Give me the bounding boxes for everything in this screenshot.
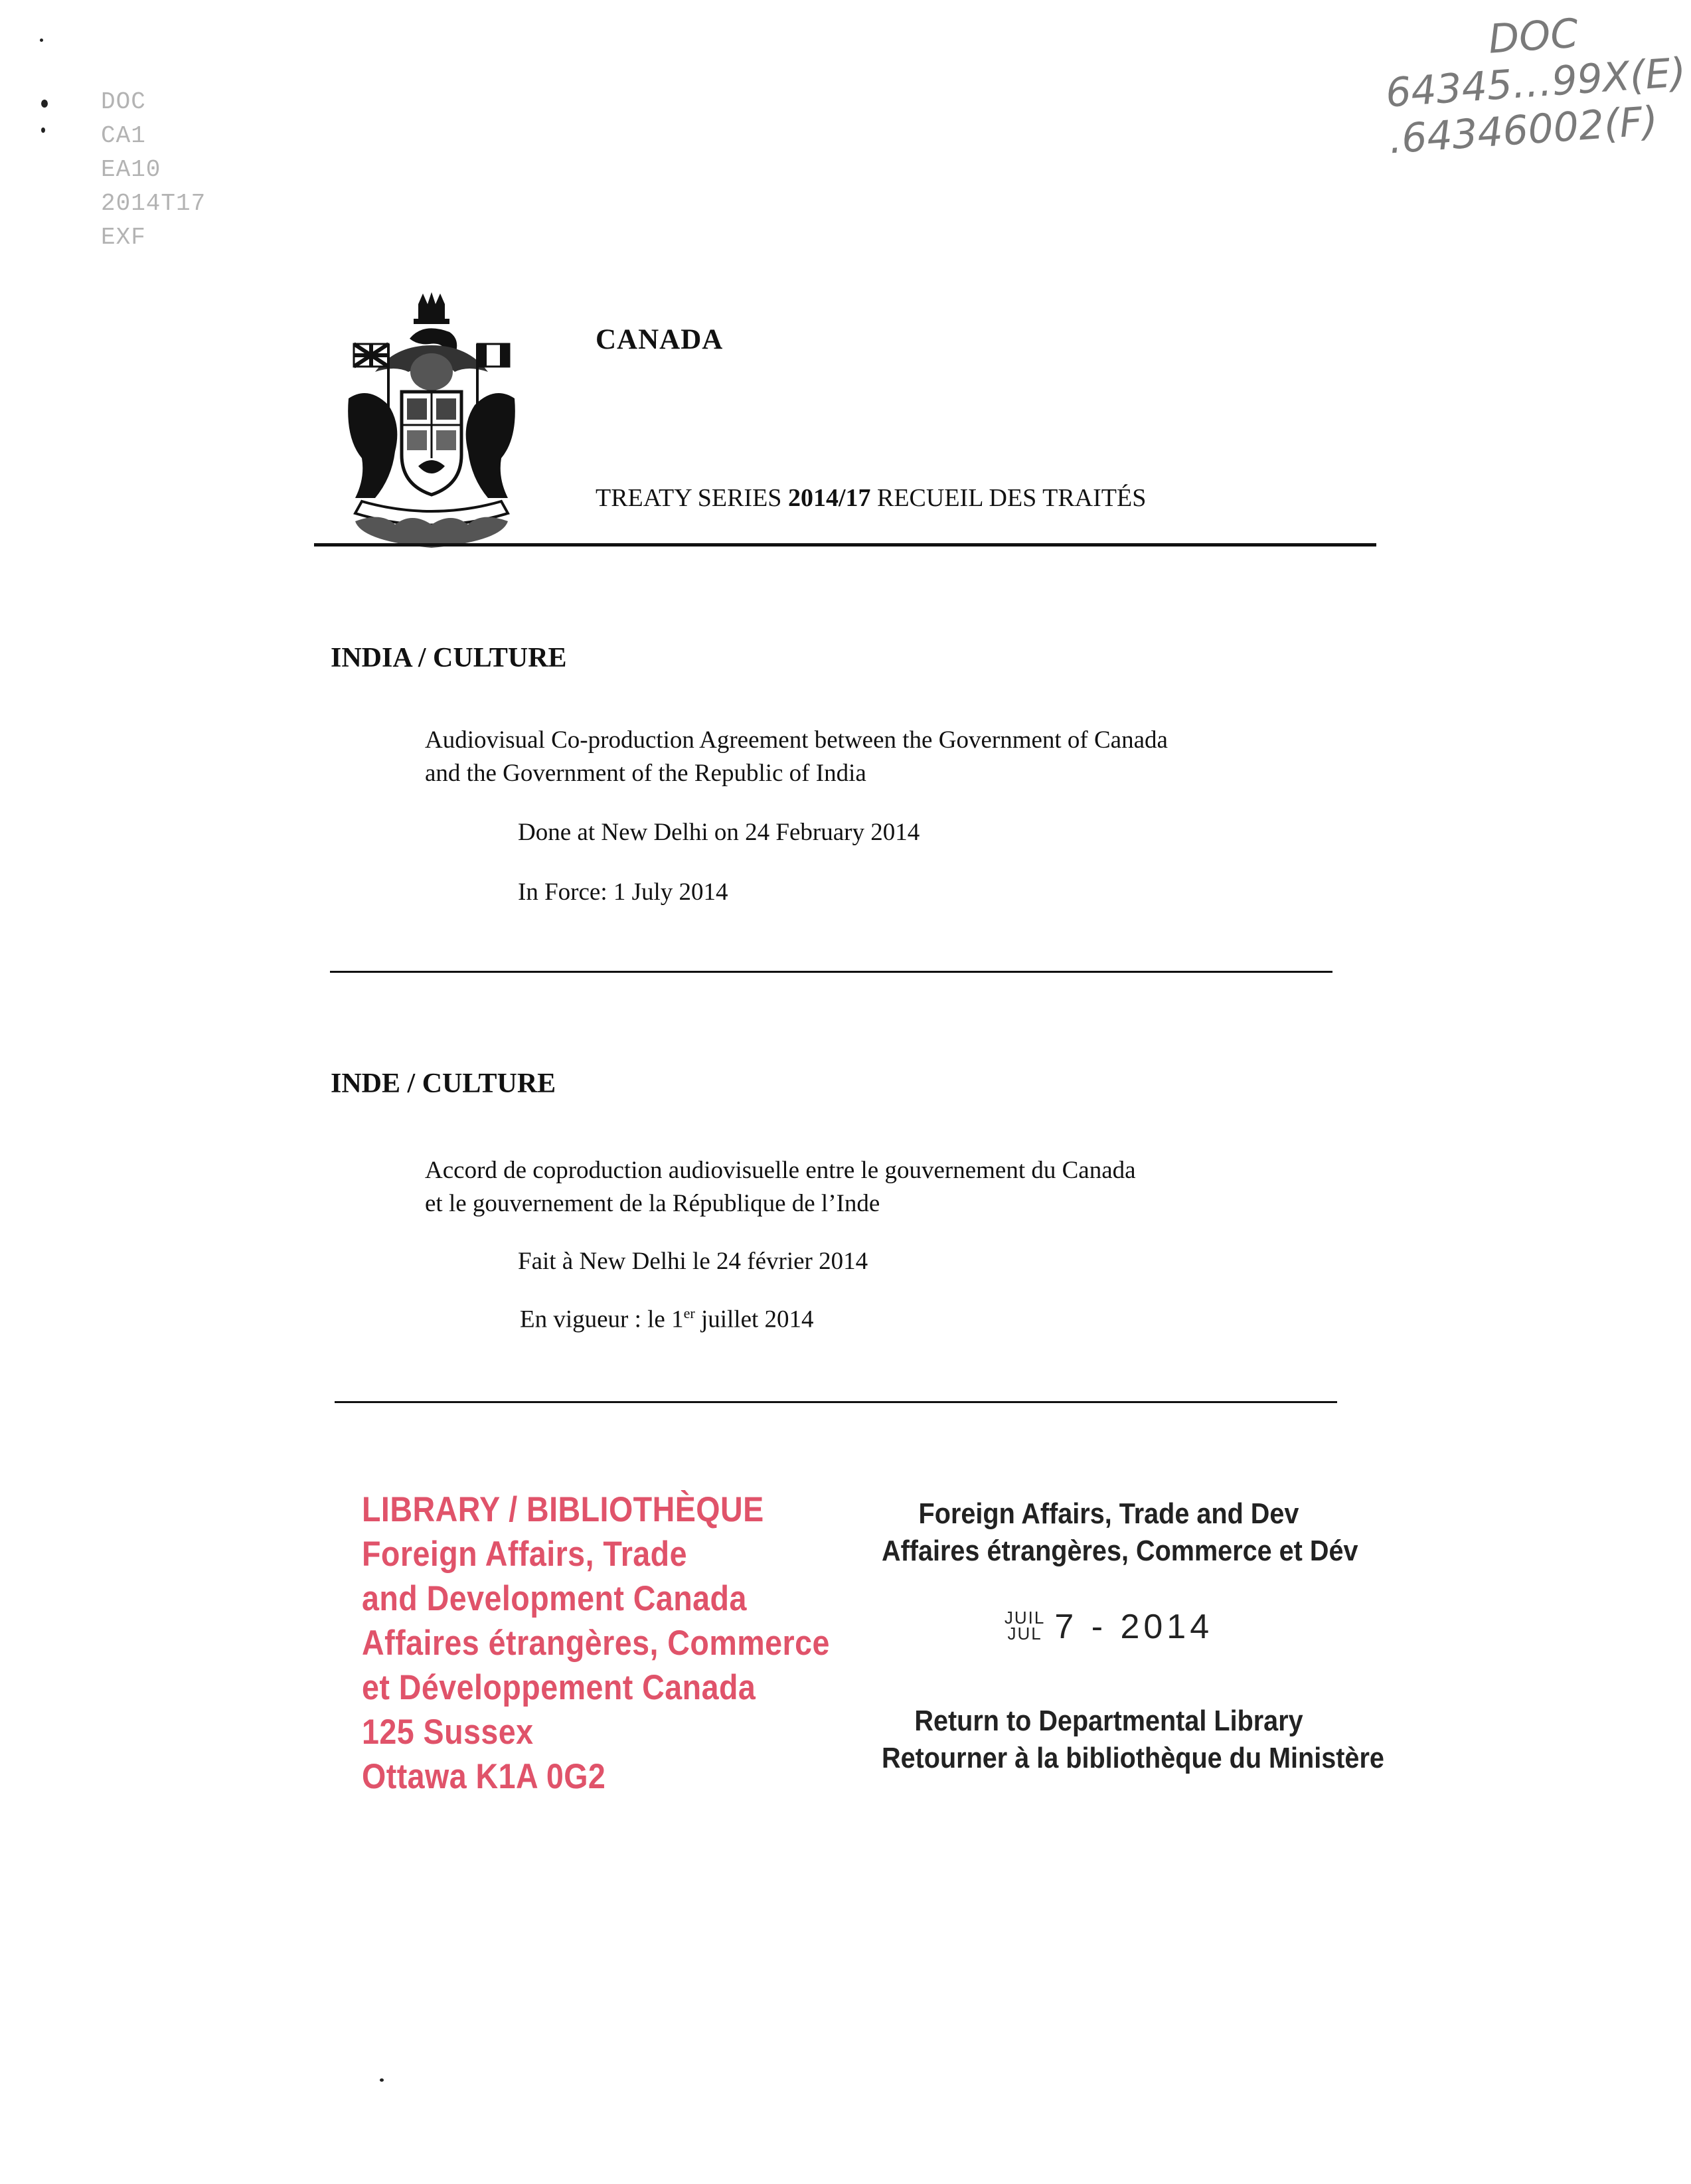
library-stamp-line: and Development Canada	[362, 1579, 747, 1618]
scan-speck	[40, 39, 43, 42]
english-desc-line: and the Government of the Republic of India	[425, 760, 866, 787]
in-force-superscript: er	[683, 1305, 695, 1321]
series-number: 2014/17	[787, 484, 871, 512]
stamp-months	[1005, 1610, 1045, 1645]
library-stamp-line: 125 Sussex	[362, 1713, 534, 1752]
library-stamp-line: Foreign Affairs, Trade	[362, 1535, 687, 1574]
header-rule	[314, 543, 1376, 546]
english-section-rule	[330, 971, 1332, 973]
series-label-fr: RECUEIL DES TRAITÉS	[877, 484, 1147, 512]
scan-speck	[380, 2078, 384, 2082]
library-stamp-line: Affaires étrangères, Commerce	[362, 1624, 830, 1663]
scan-speck	[41, 100, 48, 108]
call-number-line: DOC	[101, 88, 146, 116]
english-description	[425, 724, 1168, 790]
french-desc-line: Accord de coproduction audiovisuelle entre le gouvernement du Canada	[425, 1157, 1136, 1184]
call-number-stamp	[101, 85, 206, 254]
english-section-title: INDIA / CULTURE	[331, 643, 567, 673]
coat-of-arms-icon	[335, 292, 528, 551]
stamp-month-en: JUL	[1007, 1624, 1042, 1643]
in-force-prefix: En vigueur : le 1	[520, 1305, 684, 1333]
handwritten-line: .64346002(F)	[1387, 98, 1660, 163]
library-stamp	[362, 1487, 830, 1799]
french-description	[425, 1154, 1136, 1220]
stamp-month-fr: JUIL	[1004, 1608, 1046, 1628]
library-stamp-line: Ottawa K1A 0G2	[362, 1757, 606, 1796]
department-stamp-return: Return to Departmental Library	[914, 1705, 1303, 1737]
scan-speck	[41, 127, 45, 133]
handwritten-note	[1381, 3, 1691, 163]
department-stamp-return: Retourner à la bibliothèque du Ministère	[882, 1742, 1384, 1774]
french-section-title: INDE / CULTURE	[331, 1068, 556, 1099]
country-heading: CANADA	[596, 324, 724, 355]
department-stamp-line: Affaires étrangères, Commerce et Dév	[882, 1535, 1358, 1567]
french-in-force	[520, 1305, 814, 1333]
french-done-at: Fait à New Delhi le 24 février 2014	[518, 1248, 868, 1275]
call-number-line: 2014T17	[101, 190, 206, 217]
department-stamp-line: Foreign Affairs, Trade and Dev	[918, 1497, 1299, 1530]
english-desc-line: Audiovisual Co-production Agreement between the Government of Canada	[425, 726, 1168, 754]
library-stamp-line: LIBRARY / BIBLIOTHÈQUE	[362, 1490, 764, 1529]
call-number-line: EXF	[101, 224, 146, 251]
department-stamp-date	[856, 1608, 1361, 1645]
handwritten-line: DOC	[1487, 10, 1580, 63]
department-stamp	[856, 1495, 1384, 1777]
library-stamp-line: et Développement Canada	[362, 1668, 756, 1707]
english-in-force: In Force: 1 July 2014	[518, 879, 728, 906]
series-label-en: TREATY SERIES	[596, 484, 782, 512]
english-done-at: Done at New Delhi on 24 February 2014	[518, 819, 920, 846]
in-force-suffix: juillet 2014	[694, 1305, 814, 1333]
call-number-line: EA10	[101, 156, 161, 183]
french-section-rule	[335, 1401, 1337, 1403]
treaty-series-line	[596, 483, 1146, 513]
handwritten-line: 64345…99X(E)	[1384, 49, 1688, 117]
french-desc-line: et le gouvernement de la République de l’Inde	[425, 1190, 880, 1217]
stamp-date-value: 7 - 2014	[1054, 1608, 1214, 1646]
call-number-line: CA1	[101, 122, 146, 149]
